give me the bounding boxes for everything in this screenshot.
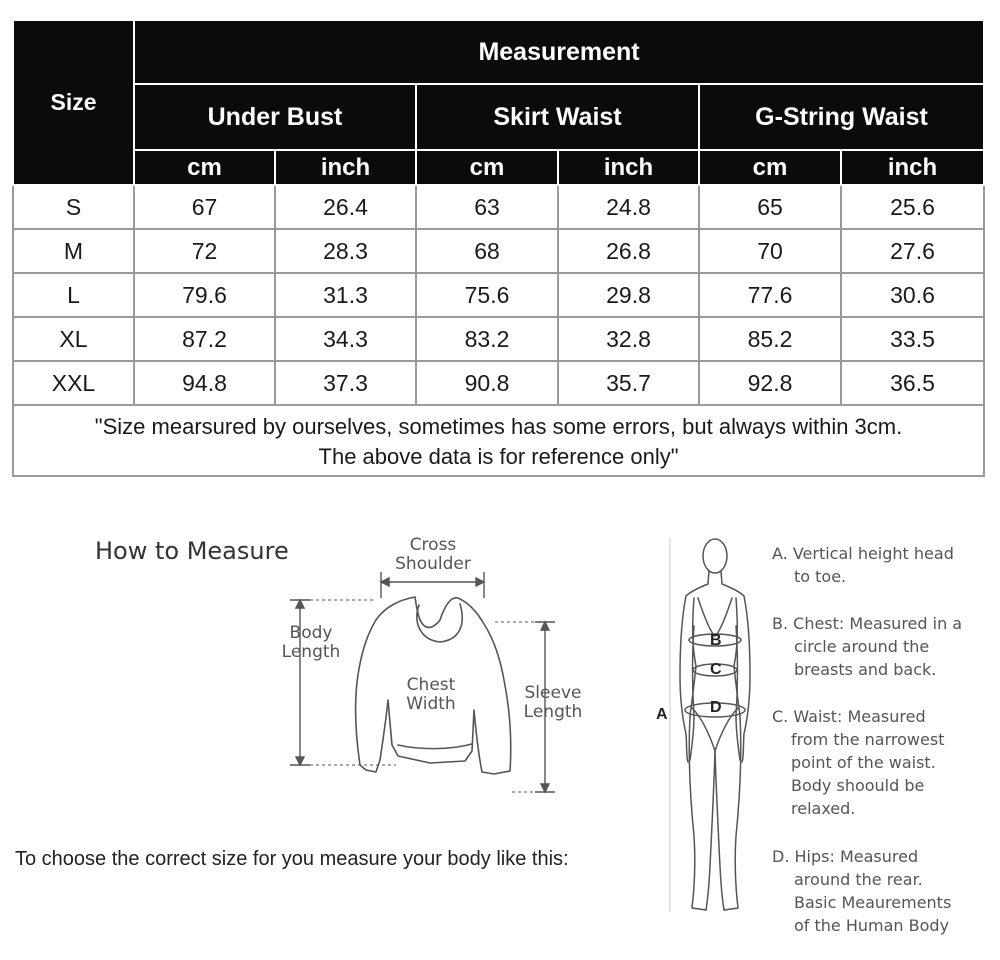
size-chart-table: [12, 19, 985, 477]
cross-shoulder-label-line: Cross: [409, 535, 457, 555]
size-cell: M: [13, 229, 134, 273]
value-cell: 92.8: [699, 361, 841, 405]
value-cell: 65: [699, 185, 841, 229]
chest-width-label: [398, 676, 464, 714]
size-cell: S: [13, 185, 134, 229]
sleeve-length-label-line: Sleeve: [524, 683, 582, 703]
value-cell: 29.8: [558, 273, 699, 317]
value-cell: 68: [416, 229, 558, 273]
size-cell: L: [13, 273, 134, 317]
size-cell: XXL: [13, 361, 134, 405]
value-cell: 85.2: [699, 317, 841, 361]
value-cell: 94.8: [134, 361, 275, 405]
body-length-label-line: Body: [289, 623, 333, 643]
legend-line: relaxed.: [791, 799, 856, 818]
value-cell: 24.8: [558, 185, 699, 229]
legend-line: C. Waist: Measured: [772, 707, 926, 726]
unit-header: inch: [841, 150, 984, 185]
legend-c: [772, 705, 998, 820]
sleeve-length-label-line: Length: [523, 702, 583, 722]
table-row: [13, 317, 984, 361]
unit-header: inch: [275, 150, 416, 185]
unit-header: cm: [134, 150, 275, 185]
cross-shoulder-label-line: Shoulder: [395, 554, 471, 574]
measure-instruction: To choose the correct size for you measure your body like this:: [15, 848, 569, 870]
value-cell: 83.2: [416, 317, 558, 361]
legend-line: D. Hips: Measured: [772, 847, 919, 866]
body-marker-d: D: [710, 699, 722, 716]
how-to-measure-title: How to Measure: [95, 537, 289, 565]
reference-note-line: The above data is for reference only": [318, 444, 679, 469]
chest-width-label-line: Width: [406, 694, 456, 714]
body-length-label-line: Length: [281, 642, 341, 662]
value-cell: 35.7: [558, 361, 699, 405]
table-row: [13, 273, 984, 317]
legend-line: B. Chest: Measured in a: [772, 614, 963, 633]
group-header-skirt-waist: Skirt Waist: [416, 84, 699, 150]
human-body-diagram: [668, 536, 768, 920]
value-cell: 25.6: [841, 185, 984, 229]
legend-line: A. Vertical height head: [772, 544, 954, 563]
body-marker-a: A: [656, 706, 668, 723]
value-cell: 27.6: [841, 229, 984, 273]
value-cell: 77.6: [699, 273, 841, 317]
chest-width-label-line: Chest: [406, 675, 456, 695]
value-cell: 37.3: [275, 361, 416, 405]
sleeve-length-label: [518, 684, 588, 722]
value-cell: 75.6: [416, 273, 558, 317]
value-cell: 72: [134, 229, 275, 273]
group-header-under-bust: Under Bust: [134, 84, 416, 150]
value-cell: 87.2: [134, 317, 275, 361]
body-length-label: [278, 624, 344, 662]
value-cell: 63: [416, 185, 558, 229]
unit-header: inch: [558, 150, 699, 185]
value-cell: 90.8: [416, 361, 558, 405]
legend-line: of the Human Body: [794, 916, 950, 935]
legend-line: from the narrowest: [791, 730, 945, 749]
value-cell: 30.6: [841, 273, 984, 317]
value-cell: 33.5: [841, 317, 984, 361]
group-header-g-string-waist: G-String Waist: [699, 84, 984, 150]
value-cell: 36.5: [841, 361, 984, 405]
value-cell: 70: [699, 229, 841, 273]
legend-a: [772, 542, 998, 588]
body-marker-c: C: [710, 661, 722, 678]
legend-line: breasts and back.: [794, 660, 937, 679]
value-cell: 67: [134, 185, 275, 229]
legend-b: [772, 612, 998, 681]
table-row: [13, 361, 984, 405]
legend-line: Body shoould be: [791, 776, 925, 795]
reference-note: [13, 405, 984, 476]
reference-note-line: "Size mearsured by ourselves, sometimes has some errors, but always within 3cm.: [94, 414, 903, 439]
legend-line: Basic Meaurements: [794, 893, 952, 912]
table-row: [13, 185, 984, 229]
size-column-header: Size: [13, 20, 134, 185]
value-cell: 31.3: [275, 273, 416, 317]
body-marker-b: B: [710, 632, 722, 649]
cross-shoulder-label: [388, 536, 478, 574]
value-cell: 26.4: [275, 185, 416, 229]
legend-d: [772, 845, 998, 937]
measurement-header: Measurement: [134, 20, 984, 84]
size-cell: XL: [13, 317, 134, 361]
value-cell: 28.3: [275, 229, 416, 273]
table-row: [13, 229, 984, 273]
legend-line: to toe.: [794, 567, 847, 586]
value-cell: 34.3: [275, 317, 416, 361]
unit-header: cm: [416, 150, 558, 185]
value-cell: 26.8: [558, 229, 699, 273]
legend-line: point of the waist.: [791, 753, 936, 772]
legend-line: circle around the: [794, 637, 930, 656]
unit-header: cm: [699, 150, 841, 185]
value-cell: 79.6: [134, 273, 275, 317]
legend-line: around the rear.: [794, 870, 923, 889]
value-cell: 32.8: [558, 317, 699, 361]
